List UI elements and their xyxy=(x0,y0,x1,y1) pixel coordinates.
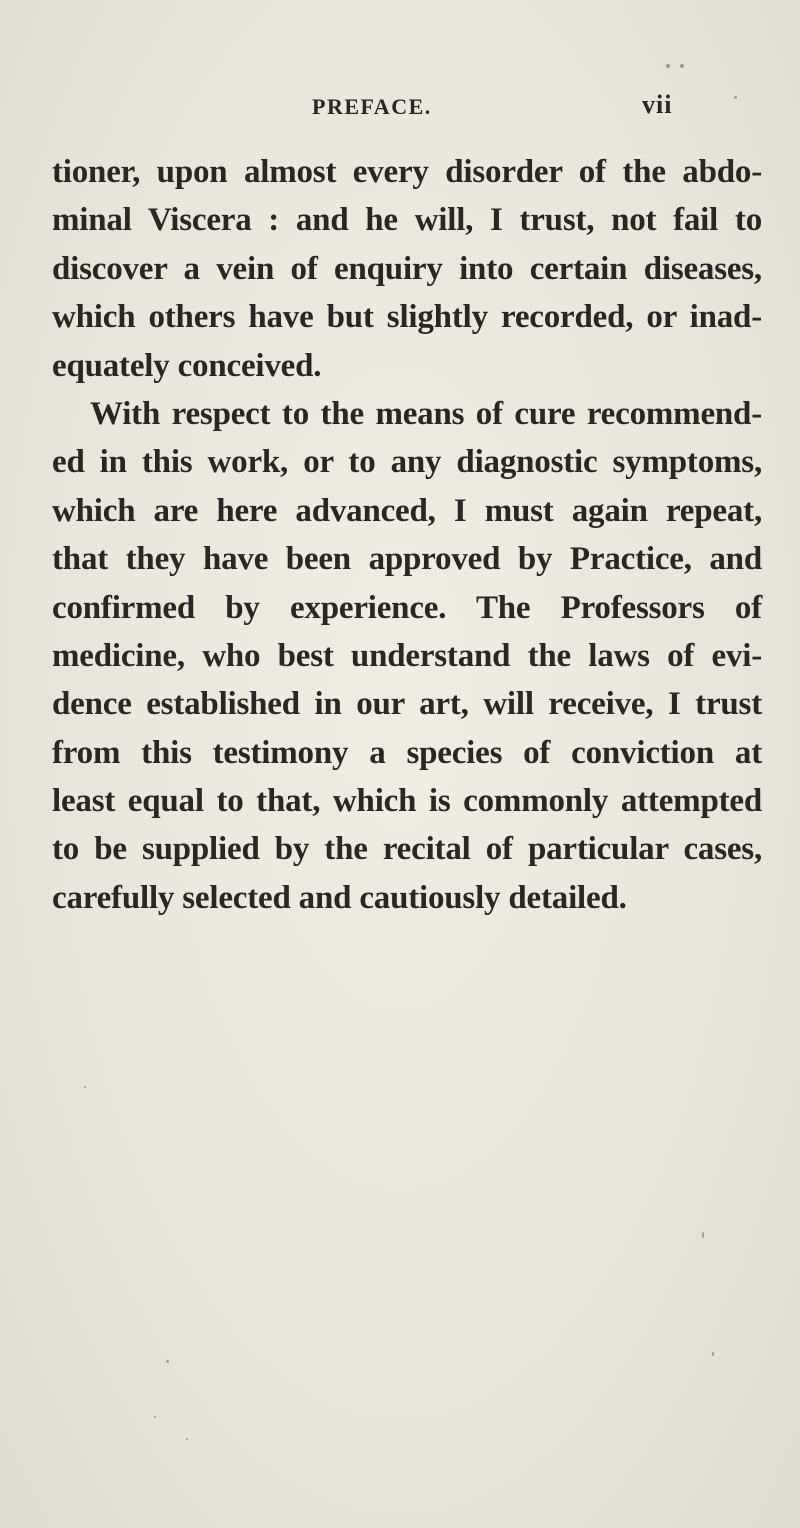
text-line: ed in this work, or to any diagnostic symptoms, xyxy=(52,444,762,481)
text-line: discover a vein of enquiry into certain diseases, xyxy=(52,250,762,287)
paper-speck xyxy=(712,1352,714,1356)
paper-speck xyxy=(680,64,684,68)
text-line: least equal to that, which is commonly attempted xyxy=(52,783,762,820)
running-head: PREFACE. xyxy=(312,94,432,119)
paper-speck xyxy=(166,1360,169,1363)
page-header xyxy=(0,88,800,128)
text-line: confirmed by experience. The Professors of xyxy=(52,589,762,626)
paper-speck xyxy=(84,1086,86,1088)
text-line: minal Viscera : and he will, I trust, not fail to xyxy=(52,202,762,239)
paper-speck xyxy=(666,64,670,68)
text-line: from this testimony a species of conviction at xyxy=(52,734,762,771)
paper-speck xyxy=(734,96,737,99)
paper-speck xyxy=(702,1232,704,1238)
text-line: dence established in our art, will receive, I trust xyxy=(52,686,762,723)
text-line: tioner, upon almost every disorder of the abdo- xyxy=(52,154,762,190)
page-number: vii xyxy=(642,90,673,119)
text-line: With respect to the means of cure recommend- xyxy=(90,395,762,432)
body-text xyxy=(52,148,762,922)
text-line: carefully selected and cautiously detailed. xyxy=(52,879,627,916)
paper-speck xyxy=(154,1416,156,1418)
text-line: medicine, who best understand the laws of evi- xyxy=(52,637,762,674)
text-line: which others have but slightly recorded, or inad- xyxy=(52,299,762,336)
text-line: equately conceived. xyxy=(52,347,322,384)
text-line: which are here advanced, I must again repeat, xyxy=(52,492,762,529)
text-line: to be supplied by the recital of particular cases, xyxy=(52,831,762,868)
text-line: that they have been approved by Practice, and xyxy=(52,541,762,578)
paper-speck xyxy=(186,1438,188,1440)
